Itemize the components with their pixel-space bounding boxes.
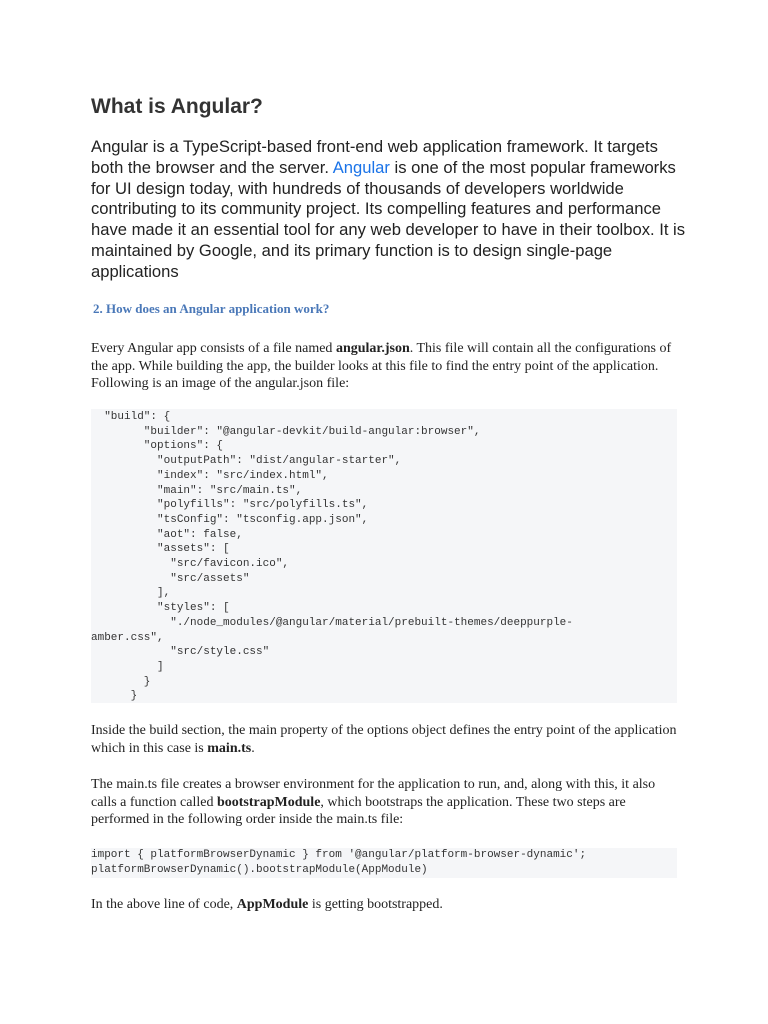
code-block-1-text: "build": { "builder": "@angular-devkit/build-angular:browser", "options": { "outputPath": "dist/angular-starter", "index": "src/index.html", "main": "src/main.ts", "polyfills": "src/polyfills.ts", "tsConfig": "tsconfig.app.json", "aot": false, "assets": [ "src/favicon.ico", "src/assets" ], "styles": [ "./node_modules/@angular/material/prebuilt-themes/deeppurple- amber.css", "src/style.css" ] } } — [91, 411, 573, 703]
section-heading: 2. How does an Angular application work? — [93, 301, 330, 316]
para3-bold-bootstrap-module: bootstrapModule — [216, 794, 321, 810]
page-title: What is Angular? — [91, 95, 263, 118]
main-ts-paragraph — [91, 776, 681, 829]
para4-text-end: is getting bootstrapped. — [308, 897, 443, 912]
angular-link[interactable]: Angular — [332, 157, 390, 177]
para4-bold-app-module: AppModule — [236, 897, 309, 912]
intro-text-start: Angular is a TypeScript-based front-end web application framework. It targets both the browser and the server. — [91, 137, 658, 177]
para1-text-start: Every Angular app consists of a file named — [91, 341, 336, 356]
intro-paragraph — [91, 137, 691, 283]
build-section-paragraph — [91, 722, 681, 757]
angular-json-paragraph — [91, 340, 681, 393]
para1-text-end: . This file will contain all the configurations of the app. While building the app, the builder looks at this file to find the entry point of the application. Following is an image of the angular.json file: — [91, 341, 672, 391]
para2-text-end: . — [251, 740, 255, 756]
main-ts-code-block — [91, 848, 677, 878]
para3-text-start: The main.ts file creates a browser environment for the application to run, and, along with this, it also calls a function called — [91, 777, 656, 810]
para2-text-start: Inside the build section, the main property of the options object defines the entry point of the application which in this case is — [91, 723, 677, 756]
para1-bold-filename: angular.json — [335, 341, 410, 356]
para4-text-start: In the above line of code, — [91, 897, 237, 912]
para2-bold-main-ts: main.ts — [207, 740, 252, 756]
intro-text-end: is one of the most popular frameworks for UI design today, with hundreds of thousands of developers worldwide contributing to its community project. Its compelling features and performance have made it an essential tool for any web developer to have in their toolbox. It is maintained by Google, and its primary function is to design single-page applications — [91, 157, 686, 281]
angular-json-code-block — [91, 409, 677, 703]
code-block-2-text: import { platformBrowserDynamic } from '@angular/platform-browser-dynamic'; platformBrowserDynamic().bootstrapModule(AppModule) — [91, 849, 587, 876]
para3-text-end: , which bootstraps the application. These two steps are performed in the following order inside the main.ts file: — [91, 794, 626, 827]
app-module-paragraph — [91, 896, 681, 914]
